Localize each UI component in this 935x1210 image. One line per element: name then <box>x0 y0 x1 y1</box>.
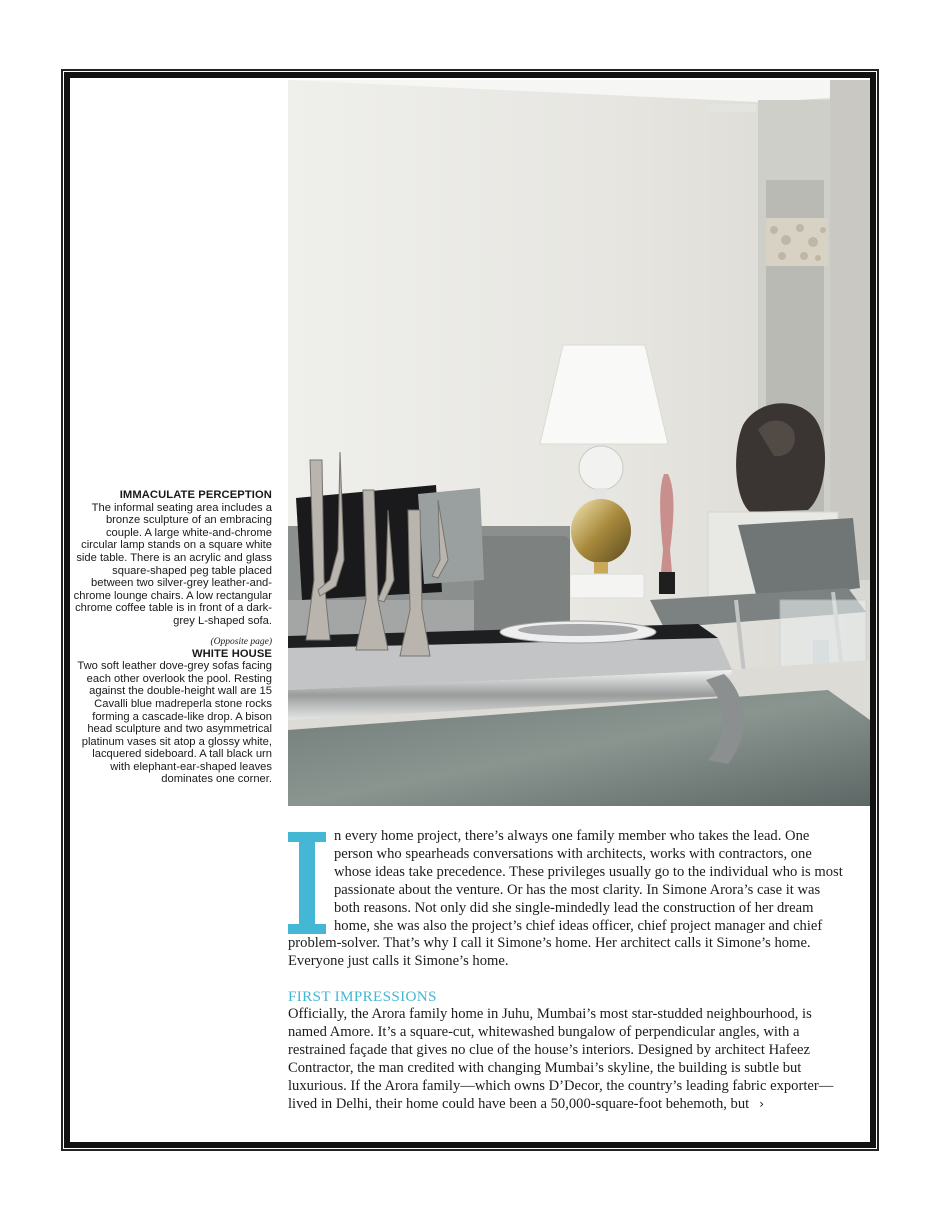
photo-captions <box>70 489 272 786</box>
drop-cap-text: I <box>307 892 308 893</box>
interior-photo <box>288 80 870 806</box>
section-heading-first-impressions: FIRST IMPRESSIONS <box>288 988 437 1006</box>
caption-title-immaculate-perception: IMMACULATE PERCEPTION <box>119 489 272 501</box>
drop-cap-letter <box>288 832 326 934</box>
section-paragraph <box>288 1006 846 1113</box>
drop-cap-glyph <box>288 832 326 934</box>
continue-arrow-icon[interactable]: › <box>759 1096 765 1111</box>
section-paragraph-text: Officially, the Arora family home in Juhu, Mumbai’s most star-studded neighbourhood, is named Amore. It’s a square-cut, whitewashed bungalow of perpendicular angles, with a restrained façade that gives no clue of the house’s interiors. Designed by architect Hafeez Contractor, the man credited with changing Mumbai’s skyline, the building is subtle but luxurious. If the Arora family—which owns D’Decor, the country’s leading fabric exporter—lived in Delhi, their home could have been a 50,000-square-foot behemoth, but <box>288 1006 834 1112</box>
caption-body-immaculate-perception: The informal seating area includes a bronze sculpture of an embracing couple. A large white-and-chrome circular lamp stands on a square white side table. There is an acrylic and glass square-shaped peg table placed between two silver-grey leather-and-chrome lounge chairs. A low rectangular chrome coffee table is in front of a dark-grey L-shaped sofa. <box>73 501 272 627</box>
caption-title-white-house: WHITE HOUSE <box>191 647 272 660</box>
article-body <box>288 828 846 1114</box>
caption-note-opposite-page: (Opposite page) <box>210 636 272 647</box>
intro-paragraph: n every home project, there’s always one family member who takes the lead. One person who spearheads conversations with architects, works with contractors, one whose ideas take precedence. These privileges usually go to the individual who is most passionate about the venture. Or has the most clarity. In Simone Arora’s case it was both reasons. Not only did she single-mindedly lead the construction of her dream home, she was also the project’s chief ideas officer, chief project manager and chief problem-solver. That’s why I call it Simone’s home. Her architect calls it Simone’s home. Everyone just calls it Simone’s home. <box>288 828 843 970</box>
caption-body-white-house: Two soft leather dove-grey sofas facing each other overlook the pool. Resting against the double-height wall are 15 Cavalli blue madreperla stone rocks forming a cascade-like drop. A bison head sculpture and two asymmetrical platinum vases sit atop a glossy white, lacquered sideboard. A tall black urn with elephant-ear-shaped leaves dominates one corner. <box>77 660 272 786</box>
living-room-illustration <box>288 80 870 806</box>
